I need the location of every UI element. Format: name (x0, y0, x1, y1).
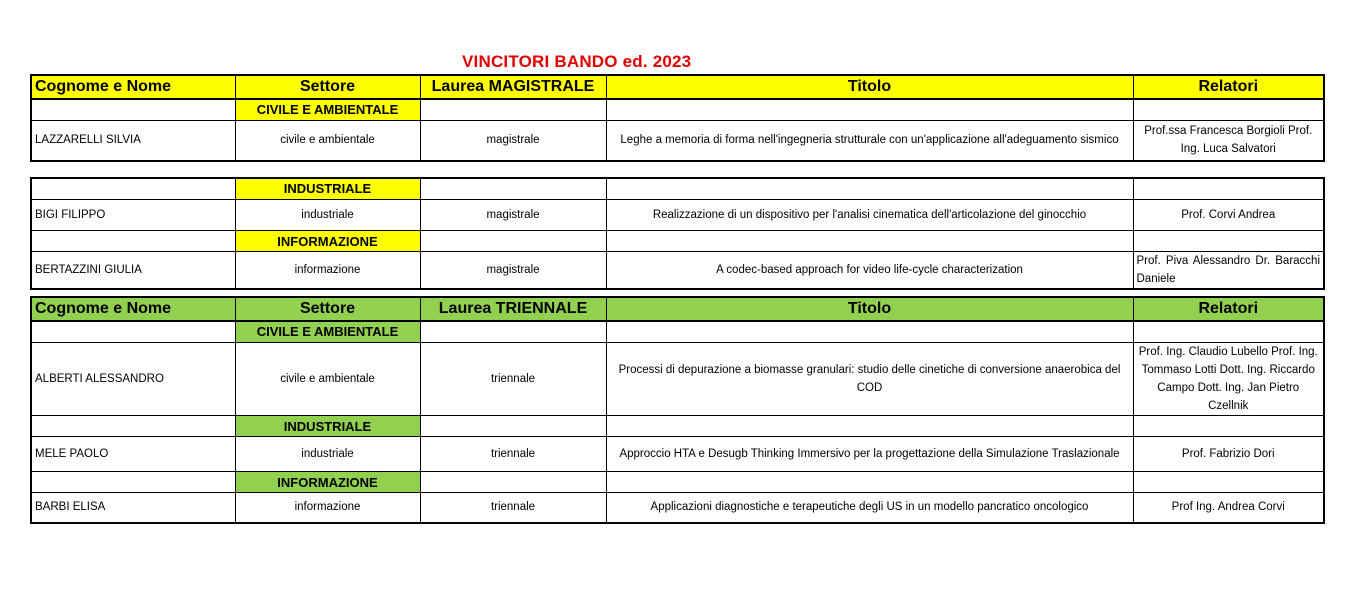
header-degree: Laurea TRIENNALE (420, 297, 606, 321)
sector-row (31, 99, 1324, 121)
sector-label: CIVILE E AMBIENTALE (235, 99, 420, 121)
page-title: VINCITORI BANDO ed. 2023 (462, 52, 692, 71)
cell-title: Processi di depurazione a biomasse granulari: studio delle cinetiche di conversione anaerobica del COD (606, 343, 1133, 416)
sector-label: INDUSTRIALE (235, 178, 420, 200)
cell-degree: triennale (420, 437, 606, 472)
cell-degree: magistrale (420, 252, 606, 290)
cell-sector: civile e ambientale (235, 343, 420, 416)
header-title: Titolo (606, 75, 1133, 99)
cell-name: ALBERTI ALESSANDRO (31, 343, 235, 416)
cell-name: BERTAZZINI GIULIA (31, 252, 235, 290)
triennale-table (30, 296, 1325, 524)
cell-sector: informazione (235, 493, 420, 523)
sector-row (31, 178, 1324, 200)
cell-name: MELE PAOLO (31, 437, 235, 472)
header-advisors: Relatori (1133, 297, 1324, 321)
cell-advisors: Prof. Ing. Claudio Lubello Prof. Ing. Tommaso Lotti Dott. Ing. Riccardo Campo Dott. Ing. Jan Pietro Czellnik (1133, 343, 1324, 416)
sector-row (31, 416, 1324, 437)
cell-advisors: Prof. Piva Alessandro Dr. Baracchi Daniele (1133, 252, 1324, 290)
header-advisors: Relatori (1133, 75, 1324, 99)
sector-label: INDUSTRIALE (235, 416, 420, 437)
header-title: Titolo (606, 297, 1133, 321)
cell-degree: magistrale (420, 121, 606, 161)
cell-name: LAZZARELLI SILVIA (31, 121, 235, 161)
header-name: Cognome e Nome (31, 75, 235, 99)
cell-advisors: Prof Ing. Andrea Corvi (1133, 493, 1324, 523)
header-name: Cognome e Nome (31, 297, 235, 321)
header-degree: Laurea MAGISTRALE (420, 75, 606, 99)
table-header-row (31, 297, 1324, 321)
cell-sector: informazione (235, 252, 420, 290)
sector-row (31, 321, 1324, 343)
sector-label: INFORMAZIONE (235, 231, 420, 252)
table-row (31, 343, 1324, 416)
sector-row (31, 472, 1324, 493)
cell-title: Realizzazione di un dispositivo per l'analisi cinematica dell'articolazione del ginocchio (606, 200, 1133, 231)
table-row (31, 493, 1324, 523)
cell-advisors: Prof.ssa Francesca Borgioli Prof. Ing. Luca Salvatori (1133, 121, 1324, 161)
cell-title: Leghe a memoria di forma nell'ingegneria strutturale con un'applicazione all'adeguamento sismico (606, 121, 1133, 161)
cell-degree: magistrale (420, 200, 606, 231)
cell-title: Approccio HTA e Desugb Thinking Immersivo per la progettazione della Simulazione Traslazionale (606, 437, 1133, 472)
cell-sector: civile e ambientale (235, 121, 420, 161)
cell-advisors: Prof. Corvi Andrea (1133, 200, 1324, 231)
cell-name: BARBI ELISA (31, 493, 235, 523)
table-row (31, 252, 1324, 290)
cell-title: A codec-based approach for video life-cycle characterization (606, 252, 1133, 290)
magistrale-table-civile (30, 74, 1325, 162)
cell-degree: triennale (420, 493, 606, 523)
cell-degree: triennale (420, 343, 606, 416)
header-sector: Settore (235, 75, 420, 99)
table-row (31, 437, 1324, 472)
header-sector: Settore (235, 297, 420, 321)
sector-label: CIVILE E AMBIENTALE (235, 321, 420, 343)
cell-advisors: Prof. Fabrizio Dori (1133, 437, 1324, 472)
table-row (31, 121, 1324, 161)
magistrale-table-other (30, 177, 1325, 290)
cell-title: Applicazioni diagnostiche e terapeutiche degli US in un modello pancratico oncologico (606, 493, 1133, 523)
cell-name: BIGI FILIPPO (31, 200, 235, 231)
cell-sector: industriale (235, 200, 420, 231)
sector-label: INFORMAZIONE (235, 472, 420, 493)
table-header-row (31, 75, 1324, 99)
sector-row (31, 231, 1324, 252)
table-row (31, 200, 1324, 231)
cell-sector: industriale (235, 437, 420, 472)
